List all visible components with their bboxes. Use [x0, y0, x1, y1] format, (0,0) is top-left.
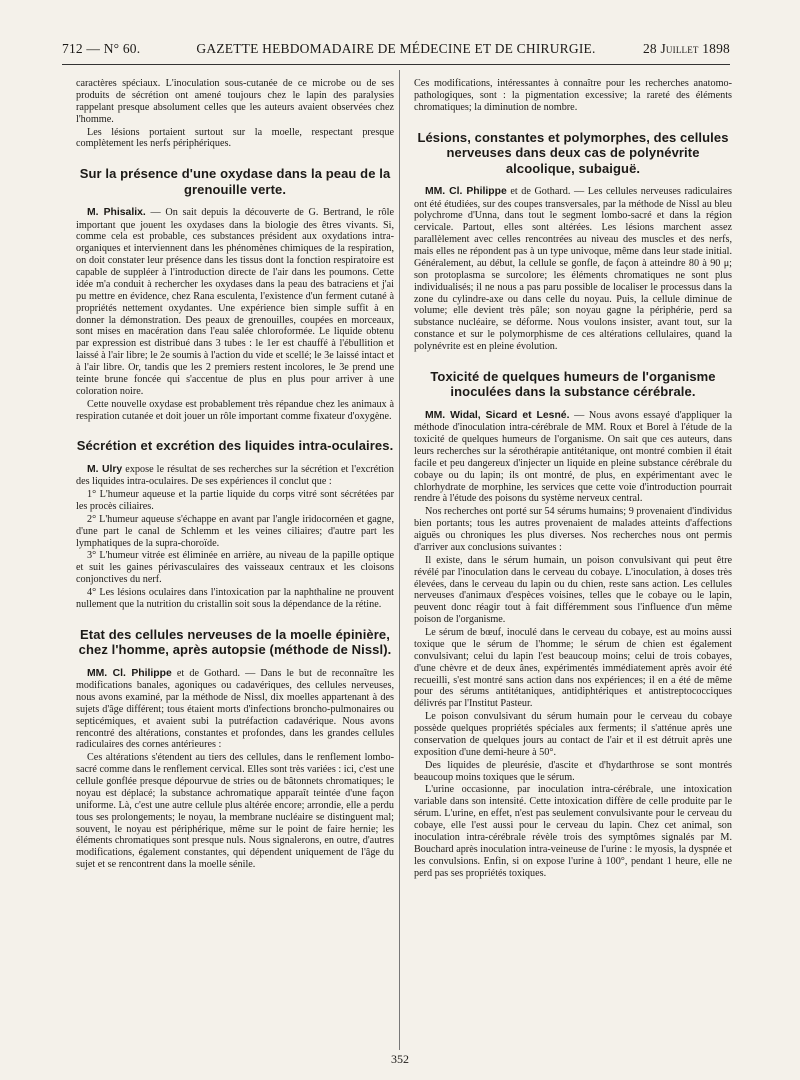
paragraph: Ces altérations s'étendent au tiers des cellules, dans le renflement lombo-sacré comme dans le renflement cervical. Elles sont très variées : ici, c'est une cellule gonflée presque dépourvue de stries ou de bâtonnets chromatiques; le noyau est déplacé; la substance achromatique apparaît teintée d'une façon uniforme. Là, c'est une autre cellule plus altérée encore; arrondie, elle a perdu tous ses prolongements; le noyau, la membrane nucléaire se distinguent mal; souvent, le noyau est périphérique, même sur le point de faire hernie; les éléments chromatiques sont presque nuls. Nous signalerons, en outre, d'autres modifications, également constantes, qui dépendent uniquement de l'âge du sujet et se rencontrent dans la moelle sénile.	[76, 752, 394, 871]
paragraph: Le poison convulsivant du sérum humain pour le cerveau du cobaye possède quelques propriétés spéciales aux ferments; il s'atténue après une conservation de quelques jours au contact de l'air et il est détruit après une exposition d'une demi-heure à 50°.	[414, 711, 732, 758]
paragraph: Les lésions portaient surtout sur la moelle, respectant presque complètement les nerfs périphériques.	[76, 126, 394, 150]
section-heading: Toxicité de quelques humeurs de l'organisme inoculées dans la substance cérébrale.	[430, 368, 716, 400]
paragraph: Il existe, dans le sérum humain, un poison convulsivant qui peut être révélé par l'inoculation dans le cerveau du cobaye. L'inoculation, à doses très élevées, dans le cerveau du lapin ou du chien, reste sans action. Les cellules nerveuses d'animaux d'espèces voisines, telles que le cobaye ou le lapin, peuvent donc réagir tout à fait différemment sous l'influence d'un même poison de l'organisme.	[414, 554, 732, 626]
paragraph: MM. Cl. Philippe et de Gothard. — Les cellules nerveuses radiculaires ont été étudiées, sur des coupes transversales, par la méthode de Nissl au bleu polychrome d'Unna, dans tout le segment lombo-sacré et dans la région cervicale. Partout, elles sont altérées. Les lésions marchent assez parallèlement avec celles rencontrées au niveau des muscles et des nerfs, mais elles ne répondent pas à un type univoque, même dans leur stade initial. Généralement, au début, la cellule se gonfle, de façon à atteindre 80 à 90 μ; son protoplasma se surcolore; les éléments chromatiques ne sont plus individualisés; il ne nous a pas paru possible de localiser le processus dans la zone du cylindre-axe ou dans celle du noyau. Puis, la cellule diminue de volume; elle devient très pâle; son noyau gagne la périphérie, perd sa substance nucléaire, se déforme. Nous voulons insister, avant tout, sur la constance et sur le polymorphisme de ces altérations cellulaires, quand la polynévrite est en pleine évolution.	[414, 186, 732, 353]
paragraph: Le sérum de bœuf, inoculé dans le cerveau du cobaye, est au moins aussi toxique que le sérum de l'homme; le sérum de chien est également convulsivant; celui du lapin l'est beaucoup moins; celui de trois cobayes, d'une chèvre et de deux ânes, expérimentés immédiatement après avoir été recueilli, s'est montré sans action dans nos expériences; il en a été de même pour des sérums antitétaniques, antidiphtériques et antistreptococciques délivrés par l'Institut Pasteur.	[414, 627, 732, 710]
running-header	[62, 41, 730, 61]
paragraph: 4° Les lésions oculaires dans l'intoxication par la naphthaline ne prouvent nullement que la nutrition du cristallin soit sous la dépendance de la rétine.	[76, 587, 394, 610]
column-divider	[399, 70, 400, 1050]
paragraph: caractères spéciaux. L'inoculation sous-cutanée de ce microbe ou de ses produits de sécrétion ont amené toujours chez le lapin des paralysies rappelant presque absolument celles que les auteurs avaient observées chez l'homme.	[76, 78, 394, 125]
issue-date: 28 Juillet 1898	[642, 41, 730, 56]
paragraph: Nos recherches ont porté sur 54 sérums humains; 9 provenaient d'individus bien portants; tous les autres provenaient de malades atteints d'affections aiguës ou chroniques les plus diverses. Nos recherches nous ont permis d'arriver aux conclusions suivantes :	[414, 506, 732, 553]
left-column	[76, 78, 394, 872]
author-name: MM. Cl. Philippe	[425, 186, 507, 198]
section-heading: Lésions, constantes et polymorphes, des cellules nerveuses dans deux cas de polynévrite alcoolique, subaiguë.	[417, 129, 729, 176]
paragraph: Ces modifications, intéressantes à connaître pour les recherches anatomo-pathologiques, sont : la pigmentation excessive; la rareté des éléments chromatiques; la diminution de nombre.	[414, 78, 732, 113]
section-heading: Sécrétion et excrétion des liquides intra-oculaires.	[76, 438, 394, 454]
paragraph: Cette nouvelle oxydase est probablement très répandue chez les animaux à respiration cutanée et doit jouer un rôle important comme fixateur d'oxygène.	[76, 398, 394, 422]
author-name: M. Ulry	[87, 464, 123, 476]
paragraph: 3° L'humeur vitrée est éliminée en arrière, au niveau de la papille optique et suit les gaines périvasculaires des vaisseaux centraux et les cloisons conjonctives du nerf.	[76, 550, 394, 586]
header-rule	[62, 64, 730, 65]
journal-title: GAZETTE HEBDOMADAIRE DE MÉDECINE ET DE CHIRURGIE.	[196, 41, 596, 56]
paragraph: Des liquides de pleurésie, d'ascite et d'hydarthrose se sont montrés beaucoup moins toxiques que le sérum.	[414, 759, 732, 783]
section-heading: Etat des cellules nerveuses de la moelle épinière, chez l'homme, après autopsie (méthode de Nissl).	[78, 626, 392, 658]
right-column	[414, 78, 732, 880]
paragraph: MM. Cl. Philippe et de Gothard. — Dans le but de reconnaître les modifications banales, agoniques ou cadavériques, des cellules nerveuses, nous avons examiné, par la méthode de Nissl, dix moelles appartenant à des sujets d'âge différent; tous étaient morts d'infections broncho-pulmonaires ou septicémiques, et avaient subi la putréfaction cadavérique. Nous avons rencontré des altérations, constantes et profondes, dans les grandes cellules radiculaires des cornes antérieures :	[76, 667, 394, 751]
paragraph: MM. Widal, Sicard et Lesné. — Nous avons essayé d'appliquer la méthode d'inoculation intra-cérébrale de MM. Roux et Borel à l'étude de la toxicité de quelques humeurs de l'organisme. On sait que ces auteurs, dans leurs recherches sur la sérothérapie antitétanique, ont montré combien il était facile et peu dangereux d'injecter un liquide en pleine substance cérébrale du cobaye ou du lapin; ils ont montré, de plus, en expérimentant avec le chlorhydrate de morphine, les services que cette voie d'introduction pourrait rendre à l'étude des poisons du système nerveux central.	[414, 410, 732, 505]
author-name: MM. Cl. Philippe	[87, 667, 172, 679]
paragraph: L'urine occasionne, par inoculation intra-cérébrale, une intoxication variable dans son intensité. Cette intoxication diffère de celle produite par le sérum. L'urine, en effet, n'est pas seulement convulsivante pour le cerveau du cobaye, elle l'est aussi pour le cerveau du lapin. Chez cet animal, son inoculation intra-cérébrale révèle trois des symptômes signalés par M. Bouchard après inoculation intra-veineuse de l'urine : le myosis, la dyspnée et les convulsions. Enfin, si on expose l'urine à 100°, pendant 1 heure, elle ne perd pas ses propriétés toxiques.	[414, 784, 732, 879]
paragraph: M. Ulry expose le résultat de ses recherches sur la sécrétion et l'excrétion des liquides intra-oculaires. De ses expériences il conclut que :	[76, 464, 394, 488]
section-heading: Sur la présence d'une oxydase dans la peau de la grenouille verte.	[79, 166, 391, 197]
paragraph: 2° L'humeur aqueuse s'échappe en avant par l'angle iridocornéen et gagne, d'une part le canal de Schlemm et les veines ciliaires; d'autre part les lymphatiques de la supra-choroïde.	[76, 513, 394, 549]
page-number: 352	[391, 1052, 409, 1066]
paragraph: M. Phisalix. — On sait depuis la découverte de G. Bertrand, le rôle important que jouent les oxydases dans la biologie des êtres vivants. Si, comme cela est probable, ces substances président aux oxydations intra-organiques et interviennent dans les phénomènes chimiques de la respiration, on doit constater leur présence dans les tissus dont la fonction respiratoire est capable de suppléer à l'introduction directe de l'air dans les poumons. Cette idée m'a conduit à rechercher les oxydases dans la peau des batraciens et j'ai pu mettre en évidence, chez Rana esculenta, l'existence d'un ferment cutané à propriétés nettement oxydantes. Une expérience bien simple suffit à en donner la démonstration. Des peaux de grenouilles, coupées en morceaux, sont mises en macération dans l'eau salée chloroformée. Le liquide obtenu par expression est distribué dans 3 tubes : le 1er est chauffé à l'ébullition et laissé à l'air libre; le 2e soumis à l'action du vide et scellé; le 3e laissé intact et à l'air libre. Or, tandis que les 2 premiers restent incolores, le 3e prend une teinte brune foncée qui s'accentue de plus en plus pour arriver à une coloration noire.	[76, 207, 394, 397]
paragraph: 1° L'humeur aqueuse et la partie liquide du corps vitré sont sécrétées par les procès ciliaires.	[76, 489, 394, 512]
author-name: M. Phisalix.	[87, 207, 146, 219]
page-issue-number: 712 — N° 60.	[62, 41, 141, 56]
author-name: MM. Widal, Sicard et Lesné.	[425, 410, 570, 422]
